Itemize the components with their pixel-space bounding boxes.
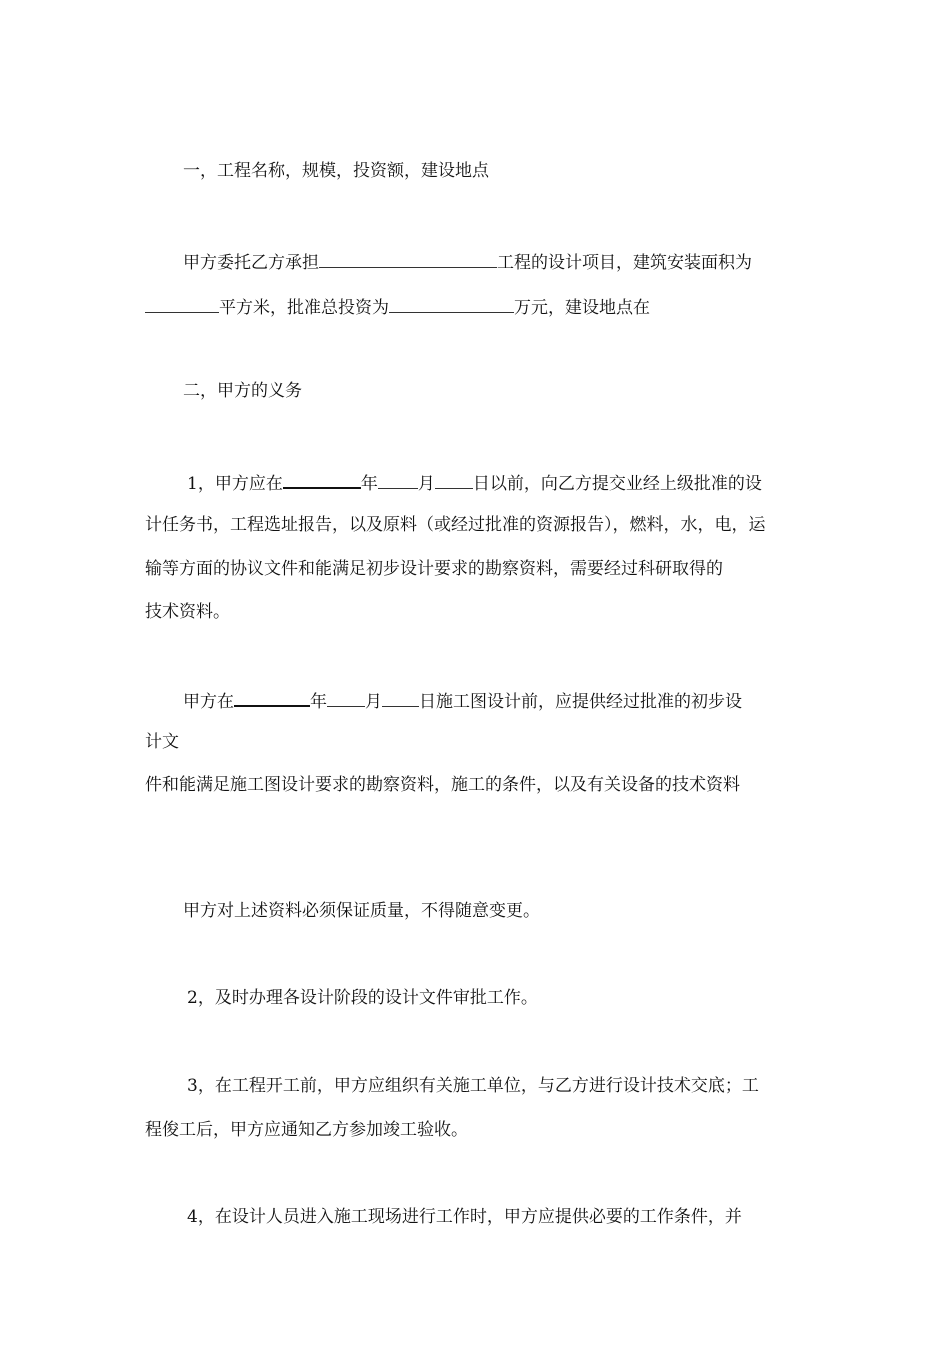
fill-in-blank	[435, 473, 473, 489]
fill-in-blank	[378, 473, 418, 489]
paragraph-line: 件和能满足施工图设计要求的勘察资料，施工的条件，以及有关设备的技术资料	[145, 775, 740, 795]
text-segment: 甲方在	[183, 692, 234, 712]
text-segment: 年	[360, 474, 378, 494]
paragraph-line	[183, 690, 742, 710]
text-segment: 万元，建设地点在	[514, 298, 650, 318]
text-segment: 月	[417, 474, 435, 494]
text-segment: 日施工图设计前，应提供经过批准的初步设	[419, 692, 742, 712]
fill-in-blank	[145, 297, 219, 313]
paragraph-line: 甲方对上述资料必须保证质量，不得随意变更。	[183, 901, 540, 921]
paragraph-line	[145, 297, 650, 317]
text-segment: 1，甲方应在	[187, 474, 283, 494]
paragraph-line: 输等方面的协议文件和能满足初步设计要求的勘察资料，需要经过科研取得的	[145, 559, 723, 579]
section-heading-1: 一，工程名称，规模，投资额，建设地点	[183, 161, 489, 181]
text-segment: 甲方委托乙方承担	[183, 253, 319, 273]
paragraph-line: 计文	[145, 732, 179, 752]
paragraph-line: 4，在设计人员进入施工现场进行工作时，甲方应提供必要的工作条件，并	[187, 1207, 742, 1227]
text-segment: 月	[365, 692, 382, 712]
section-heading-2: 二，甲方的义务	[183, 381, 302, 401]
fill-in-blank	[234, 690, 310, 707]
fill-in-blank	[382, 691, 419, 707]
text-segment: 平方米，批准总投资为	[219, 298, 389, 318]
text-segment: 年	[310, 692, 327, 712]
paragraph-line: 3，在工程开工前，甲方应组织有关施工单位，与乙方进行设计技术交底；工	[187, 1076, 759, 1096]
paragraph-line: 技术资料。	[145, 602, 230, 622]
fill-in-blank	[283, 472, 361, 489]
fill-in-blank	[327, 691, 365, 707]
fill-in-blank	[389, 297, 514, 313]
text-segment: 日以前，向乙方提交业经上级批准的设	[472, 474, 762, 494]
fill-in-blank	[319, 252, 497, 268]
paragraph-line: 程俊工后，甲方应通知乙方参加竣工验收。	[145, 1120, 468, 1140]
paragraph-line	[183, 252, 752, 272]
paragraph-line: 计任务书，工程选址报告，以及原料（或经过批准的资源报告），燃料，水，电，运	[145, 515, 766, 535]
paragraph-line	[187, 472, 762, 492]
paragraph-line: 2，及时办理各设计阶段的设计文件审批工作。	[187, 988, 538, 1008]
text-segment: 工程的设计项目，建筑安装面积为	[497, 253, 752, 273]
